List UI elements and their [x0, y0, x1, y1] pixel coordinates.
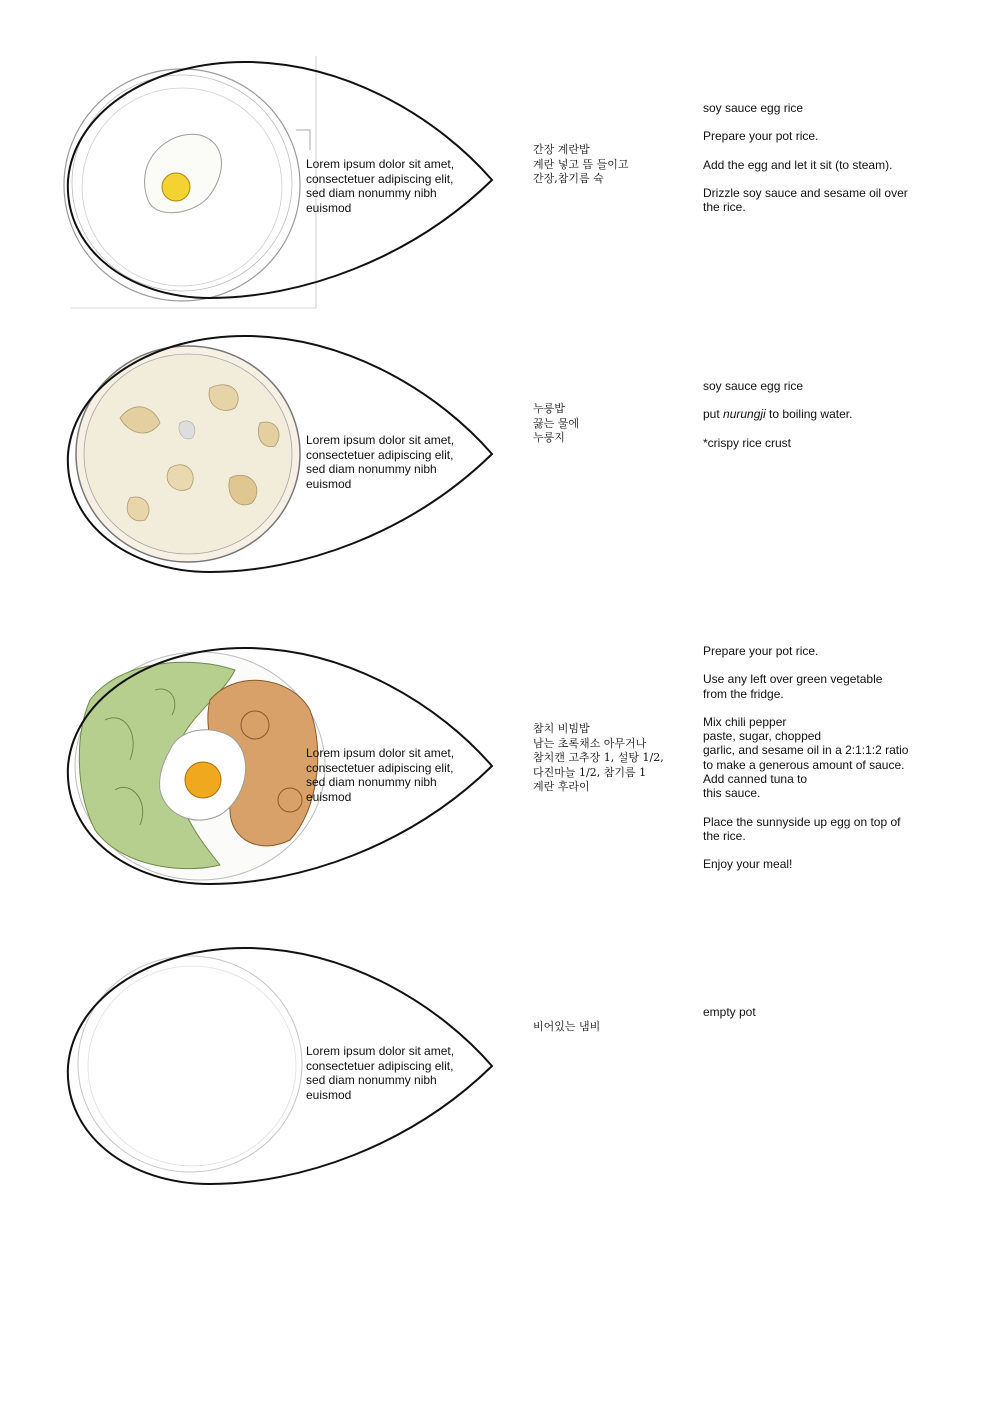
- lorem-text: Lorem ipsum dolor sit amet, consectetuer adipiscing elit, sed diam nonummy nibh euismod: [306, 433, 455, 491]
- lorem-text: Lorem ipsum dolor sit amet, consectetuer adipiscing elit, sed diam nonummy nibh euismod: [306, 157, 455, 215]
- recipe-row-empty-pot: [0, 940, 1004, 1200]
- lorem-text: Lorem ipsum dolor sit amet, consectetuer adipiscing elit, sed diam nonummy nibh euismod: [306, 746, 455, 804]
- english-recipe: soy sauce egg rice Prepare your pot rice. Add the egg and let it sit (to steam). Drizzle soy sauce and sesame oil over the rice.: [703, 101, 908, 215]
- recipe-row-egg-rice: [0, 50, 1004, 320]
- english-recipe: soy sauce egg rice put nurungji to boiling water. *crispy rice crust: [703, 379, 853, 450]
- english-recipe: Prepare your pot rice. Use any left over green vegetable from the fridge. Mix chili pepper paste, sugar, chopped garlic, and sesame oil in a 2:1:1:2 ratio to make a generous amount of sauce. Add canned tuna to this sauce. Place the sunnyside up egg on top of the rice. Enjoy your meal!: [703, 644, 909, 872]
- korean-recipe: 간장 계란밥 계란 넣고 뜸 들이고 간장,참기름 슉: [533, 143, 629, 185]
- recipe-row-tuna-bibimbap: [0, 640, 1004, 900]
- korean-recipe: 참치 비빔밥 남는 초록채소 아무거나 참치캔 고추장 1, 설탕 1/2, 다진마늘 1/2, 참기름 1 계란 후라이: [533, 722, 664, 793]
- korean-recipe: 누룽밥 끓는 물에 누룽지: [533, 402, 580, 444]
- lorem-text: Lorem ipsum dolor sit amet, consectetuer adipiscing elit, sed diam nonummy nibh euismod: [306, 1044, 455, 1102]
- korean-recipe: 비어있는 냄비: [533, 1020, 601, 1033]
- english-recipe: empty pot: [703, 1005, 756, 1019]
- recipe-row-nurungji: [0, 328, 1004, 588]
